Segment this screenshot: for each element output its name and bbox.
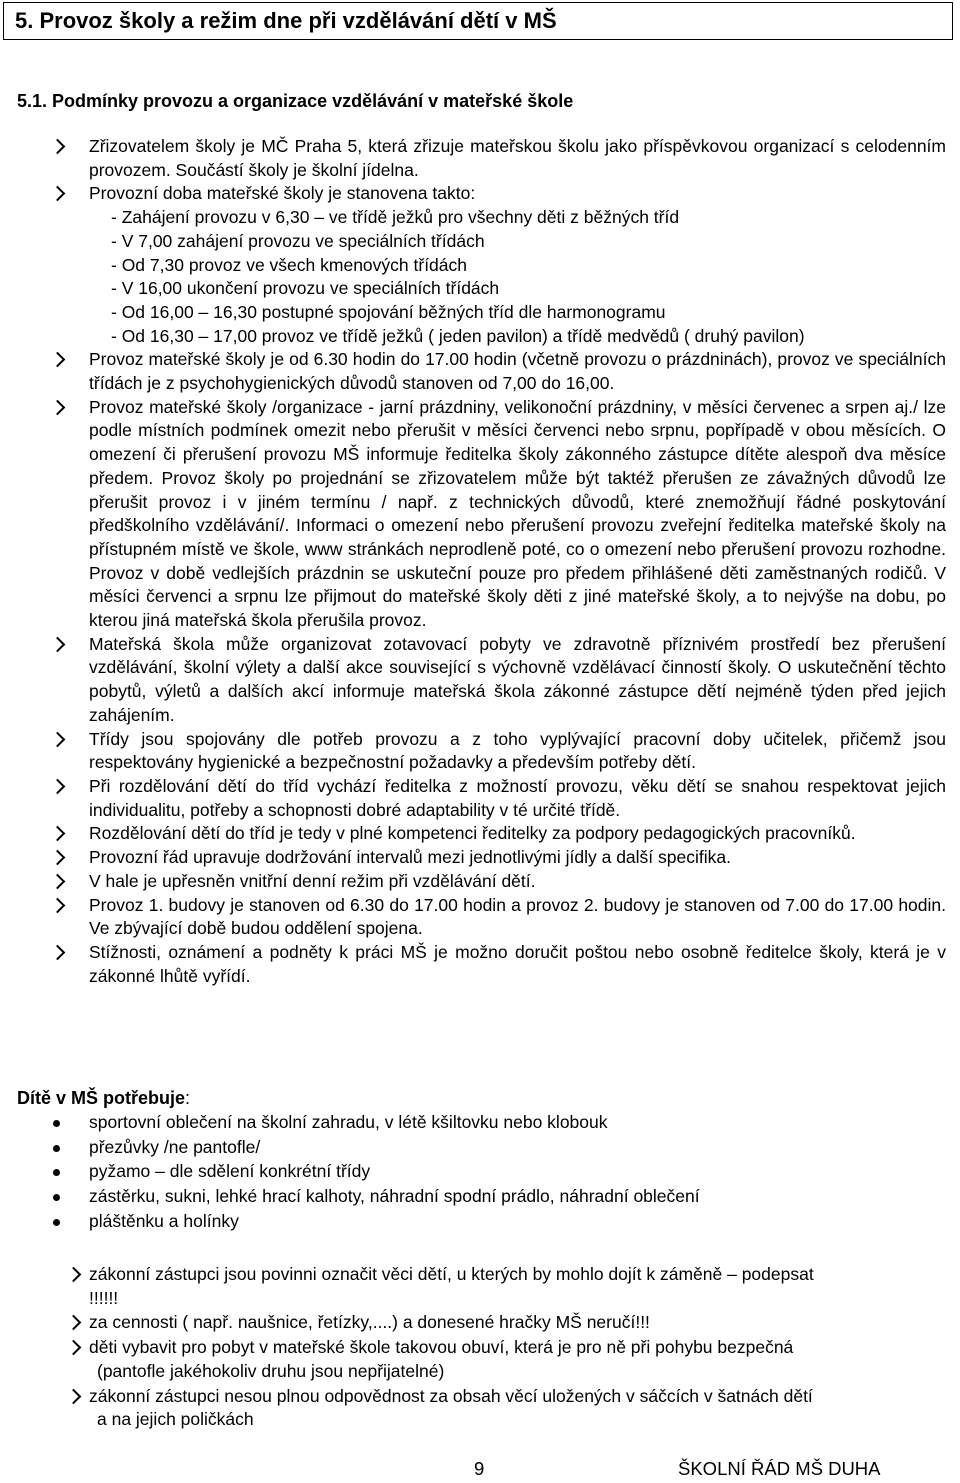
list-item: Třídy jsou spojovány dle potřeb provozu a z toho vyplývající pracovní doby učitelek, přičemž jsou respektovány hygienické a bezpečnostní požadavky a především potřeby dětí. bbox=[0, 728, 960, 775]
schedule-list bbox=[89, 206, 946, 348]
notice-line: !!!!!! bbox=[89, 1287, 119, 1308]
footer-title: ŠKOLNÍ ŘÁD MŠ DUHA bbox=[678, 1458, 881, 1479]
subsection-title: 5.1. Podmínky provozu a organizace vzdělávání v mateřské škole bbox=[17, 91, 574, 111]
notices-list bbox=[0, 1263, 960, 1432]
notice-line: a na jejich poličkách bbox=[97, 1409, 254, 1430]
needs-list bbox=[0, 1111, 960, 1234]
list-item: Rozdělování dětí do tříd je tedy v plné kompetenci ředitelky za podpory pedagogických pracovníků. bbox=[0, 822, 960, 846]
list-item: sportovní oblečení na školní zahradu, v létě kšiltovku nebo klobouk bbox=[0, 1111, 960, 1136]
list-item bbox=[0, 1311, 960, 1335]
section-title: 5. Provoz školy a režim dne při vzdělávání dětí v MŠ bbox=[3, 2, 953, 40]
list-item: Provoz mateřské školy je od 6.30 hodin do 17.00 hodin (včetně provozu o prázdninách), provoz ve speciálních třídách je z psychohygienických důvodů stanoven od 7,00 do 16,00. bbox=[0, 348, 960, 395]
schedule-intro: Provozní doba mateřské školy je stanovena takto: bbox=[89, 183, 476, 204]
list-item: Zřizovatelem školy je MČ Praha 5, která zřizuje mateřskou školu jako příspěvkovou organizací s celodenním provozem. Součástí školy je školní jídelna. bbox=[0, 135, 960, 182]
list-item bbox=[0, 1263, 960, 1310]
notice-line: za cennosti ( např. naušnice, řetízky,....) a donesené hračky MŠ neručí!!! bbox=[89, 1312, 650, 1333]
schedule-line: - V 7,00 zahájení provozu ve speciálních třídách bbox=[111, 230, 485, 251]
list-item: Mateřská škola může organizovat zotavovací pobyty ve zdravotně příznivém prostředí bez přerušení vzdělávání, školní výlety a další akce související s výchovně vzdělávací činností školy. O uskutečnění těchto pobytů, výletů a dalších akcí informuje mateřská škola zákonné zástupce dětí nejméně týden před jejich zahájením. bbox=[0, 633, 960, 728]
list-item: zástěrku, sukni, lehké hrací kalhoty, náhradní spodní prádlo, náhradní oblečení bbox=[0, 1185, 960, 1210]
list-item: Stížnosti, oznámení a podněty k práci MŠ je možno doručit poštou nebo osobně ředitelce školy, která je v zákonné lhůtě vyřídí. bbox=[0, 941, 960, 988]
schedule-line: - Zahájení provozu v 6,30 – ve třídě ježků pro všechny děti z běžných tříd bbox=[111, 207, 680, 228]
conditions-list bbox=[0, 135, 960, 988]
page-number: 9 bbox=[474, 1458, 485, 1479]
list-item bbox=[0, 1385, 960, 1432]
needs-heading-colon: : bbox=[185, 1088, 191, 1108]
notice-line: zákonní zástupci nesou plnou odpovědnost za obsah věcí uložených v sáčcích v šatnách dětí bbox=[89, 1385, 813, 1406]
notice-line: děti vybavit pro pobyt v mateřské škole takovou obuví, která je pro ně při pohybu bezpečná bbox=[89, 1337, 794, 1358]
list-item: Provoz 1. budovy je stanoven od 6.30 do 17.00 hodin a provoz 2. budovy je stanoven od 7.00 do 17.00 hodin. Ve zbývající době budou oddělení spojena. bbox=[0, 894, 960, 941]
schedule-line: - Od 16,30 – 17,00 provoz ve třídě ježků ( jeden pavilon) a třídě medvědů ( druhý pavilon) bbox=[111, 325, 805, 346]
list-item: Při rozdělování dětí do tříd vychází ředitelka z možností provozu, věku dětí se snahou respektovat jejich individualitu, potřeby a schopnosti dobré adaptability v té určité třídě. bbox=[0, 775, 960, 822]
list-item bbox=[0, 1336, 960, 1383]
list-item bbox=[0, 182, 960, 348]
notice-line: (pantofle jakéhokoliv druhu jsou nepřijatelné) bbox=[97, 1360, 445, 1381]
list-item: pyžamo – dle sdělení konkrétní třídy bbox=[0, 1160, 960, 1185]
list-item: Provoz mateřské školy /organizace - jarní prázdniny, velikonoční prázdniny, v měsíci červenec a srpen aj./ lze podle místních podmínek omezit nebo přerušit v měsíci červenci nebo srpnu, popřípadě v obou měsících. O omezení či přerušení provozu MŠ informuje ředitelka školy zákonného zástupce dítěte alespoň dva měsíce předem. Provoz školy po projednání se zřizovatelem může být taktéž přerušen ze závažných důvodů lze přerušit provoz i v jiném termínu / např. z technických důvodů, které znemožňují řádné poskytování předškolního vzdělávání/. Informaci o omezení nebo přerušení provozu zveřejní ředitelka mateřské školy na přístupném místě ve škole, www stránkách neprodleně poté, co o omezení nebo přerušení provozu rozhodne. Provoz v době vedlejších prázdnin se uskuteční pouze pro předem přihlášené děti zaměstnaných rodičů. V měsíci červenci a srpnu lze přijmout do mateřské školy děti z jiné mateřské školy, a to nejvýše na dobu, po kterou jiná mateřská škola přerušila provoz. bbox=[0, 396, 960, 633]
needs-heading bbox=[17, 1087, 190, 1111]
needs-heading-bold: Dítě v MŠ potřebuje bbox=[17, 1088, 186, 1108]
list-item: pláštěnku a holínky bbox=[0, 1210, 960, 1235]
schedule-line: - V 16,00 ukončení provozu ve speciálních třídách bbox=[111, 278, 500, 299]
schedule-line: - Od 7,30 provoz ve všech kmenových třídách bbox=[111, 254, 467, 275]
schedule-line: - Od 16,00 – 16,30 postupné spojování běžných tříd dle harmonogramu bbox=[111, 301, 666, 322]
list-item: Provozní řád upravuje dodržování intervalů mezi jednotlivými jídly a další specifika. bbox=[0, 846, 960, 870]
list-item: V hale je upřesněn vnitřní denní režim při vzdělávání dětí. bbox=[0, 870, 960, 894]
list-item: přezůvky /ne pantofle/ bbox=[0, 1136, 960, 1161]
notice-line: zákonní zástupci jsou povinni označit věci dětí, u kterých by mohlo dojít k záměně – podepsat bbox=[89, 1264, 814, 1284]
